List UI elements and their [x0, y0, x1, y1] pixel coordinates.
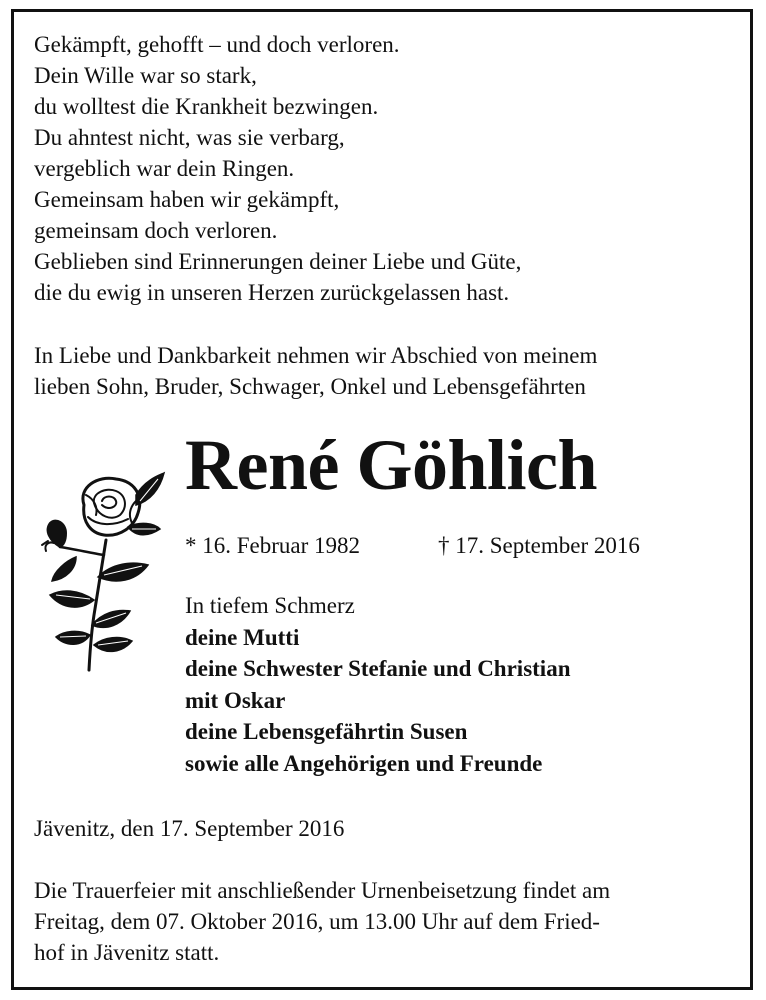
place-date: Jävenitz, den 17. September 2016	[34, 816, 345, 841]
ceremony-line: Freitag, dem 07. Oktober 2016, um 13.00 Uhr auf dem Fried-	[34, 909, 600, 934]
poem-line: Gemeinsam haben wir gekämpft,	[34, 187, 340, 212]
rose-icon	[36, 465, 166, 675]
mourners-intro: In tiefem Schmerz	[185, 593, 355, 618]
poem	[34, 29, 521, 308]
intro-line: lieben Sohn, Bruder, Schwager, Onkel und Lebensgefährten	[34, 374, 586, 399]
mourner-line: mit Oskar	[185, 687, 286, 713]
poem-line: vergeblich war dein Ringen.	[34, 156, 295, 181]
intro-line: In Liebe und Dankbarkeit nehmen wir Abschied von meinem	[34, 343, 598, 368]
ceremony-line: Die Trauerfeier mit anschließender Urnenbeisetzung findet am	[34, 878, 611, 903]
poem-line: Geblieben sind Erinnerungen deiner Liebe und Güte,	[34, 249, 522, 274]
death-date: † 17. September 2016	[438, 533, 640, 558]
poem-line: Du ahntest nicht, was sie verbarg,	[34, 125, 345, 150]
ceremony-info	[34, 875, 610, 968]
poem-line: Dein Wille war so stark,	[34, 63, 257, 88]
mourner-line: sowie alle Angehörigen und Freunde	[185, 750, 543, 776]
poem-line: du wolltest die Krankheit bezwingen.	[34, 94, 379, 119]
poem-line: die du ewig in unseren Herzen zurückgelassen hast.	[34, 280, 510, 305]
mourners-list	[185, 590, 571, 779]
poem-line: Gekämpft, gehofft – und doch verloren.	[34, 32, 400, 57]
farewell-intro	[34, 340, 597, 402]
ceremony-line: hof in Jävenitz statt.	[34, 940, 220, 965]
mourner-line: deine Schwester Stefanie und Christian	[185, 656, 571, 681]
poem-line: gemeinsam doch verloren.	[34, 218, 278, 243]
mourner-line: deine Mutti	[185, 624, 300, 650]
mourner-line: deine Lebensgefährtin Susen	[185, 719, 468, 744]
birth-date: * 16. Februar 1982	[185, 533, 361, 558]
deceased-name: René Göhlich	[185, 425, 598, 505]
